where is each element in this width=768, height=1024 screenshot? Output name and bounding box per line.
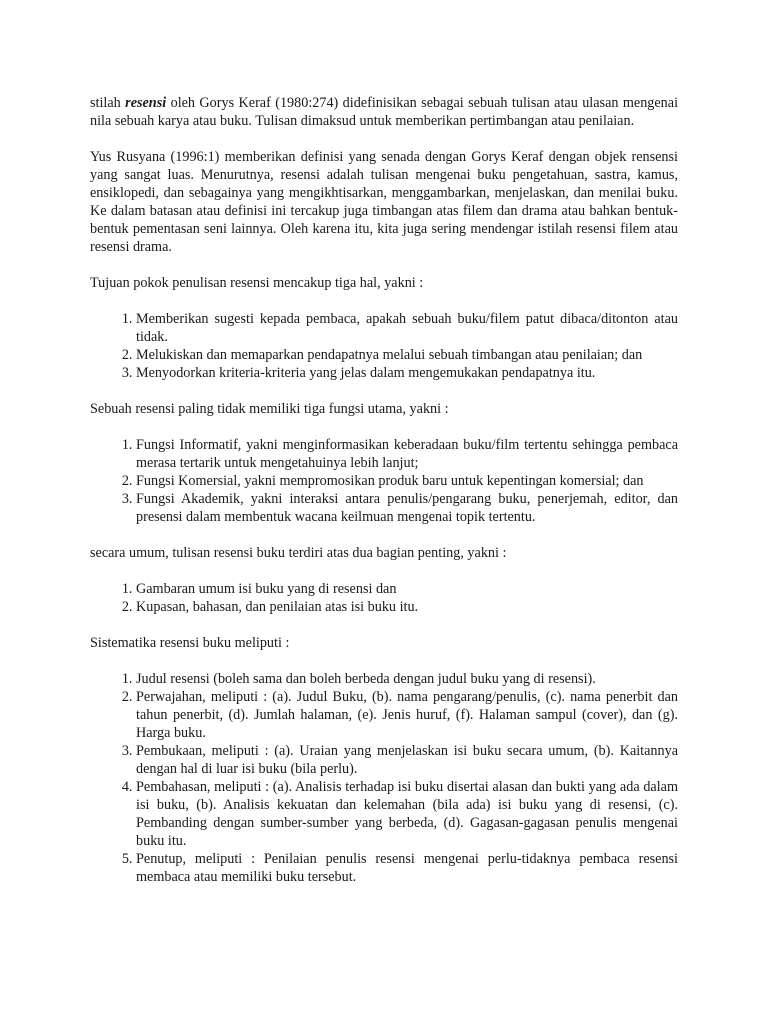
paragraph-tujuan-intro: Tujuan pokok penulisan resensi mencakup tiga hal, yakni :: [90, 275, 424, 291]
paragraph-definition-rusyana: Yus Rusyana (1996:1) memberikan definisi yang senada dengan Gorys Keraf dengan objek rensensi yang sangat luas. Menurutnya, resensi adalah tulisan mengenai buku pengetahuan, sastra, kamus, ensiklopedi, dan sebagainya yang mengikhtisarkan, menggambarkan, menjelaskan, dan menilai buku. Ke dalam batasan atau definisi ini tercakup juga timbangan atas filem dan drama atau bahkan bentuk-bentuk pementasan seni lainnya. Oleh karena itu, kita juga sering mendengar istilah resensi filem atau resensi drama.: [90, 149, 678, 255]
paragraph-bagian-intro: secara umum, tulisan resensi buku terdiri atas dua bagian penting, yakni :: [90, 545, 507, 561]
list-item: 1. Gambaran umum isi buku yang di resensi dan: [136, 580, 678, 598]
list-item: 3. Pembukaan, meliputi : (a). Uraian yang menjelaskan isi buku secara umum, (b). Kaitannya dengan hal di luar isi buku (bila perlu).: [136, 742, 678, 778]
list-item: 1. Judul resensi (boleh sama dan boleh berbeda dengan judul buku yang di resensi).: [136, 670, 678, 688]
list-item: 3. Menyodorkan kriteria-kriteria yang jelas dalam mengemukakan pendapatnya itu.: [136, 364, 678, 382]
paragraph-definition-keraf: [90, 94, 678, 130]
document-body: [90, 94, 678, 904]
list-tujuan: [90, 310, 678, 382]
list-bagian: [90, 580, 678, 616]
list-item: 4. Pembahasan, meliputi : (a). Analisis terhadap isi buku disertai alasan dan bukti yang ada dalam isi buku, (b). Analisis kekuatan dan kelemahan (bila ada) isi buku yang di resensi, (c). Pembanding dengan sumber-sumber yang berbeda, (d). Gagasan-gagasan penulis mengenai buku itu.: [136, 778, 678, 850]
paragraph-sistematika-intro: Sistematika resensi buku meliputi :: [90, 635, 290, 651]
term-resensi: resensi: [125, 95, 167, 111]
paragraph-text: oleh Gorys Keraf (1980:274) didefinisikan sebagai sebuah tulisan atau ulasan mengenai nila sebuah karya atau buku. Tulisan dimaksud untuk memberikan pertimbangan atau penilaian.: [90, 95, 679, 129]
list-item: 2. Fungsi Komersial, yakni mempromosikan produk baru untuk kepentingan komersial; dan: [136, 472, 678, 490]
list-item: 2. Kupasan, bahasan, dan penilaian atas isi buku itu.: [136, 598, 678, 616]
list-item: 2. Perwajahan, meliputi : (a). Judul Buku, (b). nama pengarang/penulis, (c). nama penerbit dan tahun penerbit, (d). Jumlah halaman, (e). Jenis huruf, (f). Halaman sampul (cover), dan (g). Harga buku.: [136, 688, 678, 742]
list-item: 1. Memberikan sugesti kepada pembaca, apakah sebuah buku/filem patut dibaca/ditonton atau tidak.: [136, 310, 678, 346]
paragraph-fungsi-intro: Sebuah resensi paling tidak memiliki tiga fungsi utama, yakni :: [90, 401, 449, 417]
list-fungsi: [90, 436, 678, 526]
list-item: 3. Fungsi Akademik, yakni interaksi antara penulis/pengarang buku, penerjemah, editor, dan presensi dalam membentuk wacana keilmuan mengenai topik tertentu.: [136, 490, 678, 526]
list-item: 2. Melukiskan dan memaparkan pendapatnya melalui sebuah timbangan atau penilaian; dan: [136, 346, 678, 364]
list-item: 1. Fungsi Informatif, yakni menginformasikan keberadaan buku/film tertentu sehingga pembaca merasa tertarik untuk mengetahuinya lebih lanjut;: [136, 436, 678, 472]
list-sistematika: [90, 670, 678, 886]
paragraph-prefix: stilah: [90, 95, 121, 111]
list-item: 5. Penutup, meliputi : Penilaian penulis resensi mengenai perlu-tidaknya pembaca resensi membaca atau memiliki buku tersebut.: [136, 850, 678, 886]
